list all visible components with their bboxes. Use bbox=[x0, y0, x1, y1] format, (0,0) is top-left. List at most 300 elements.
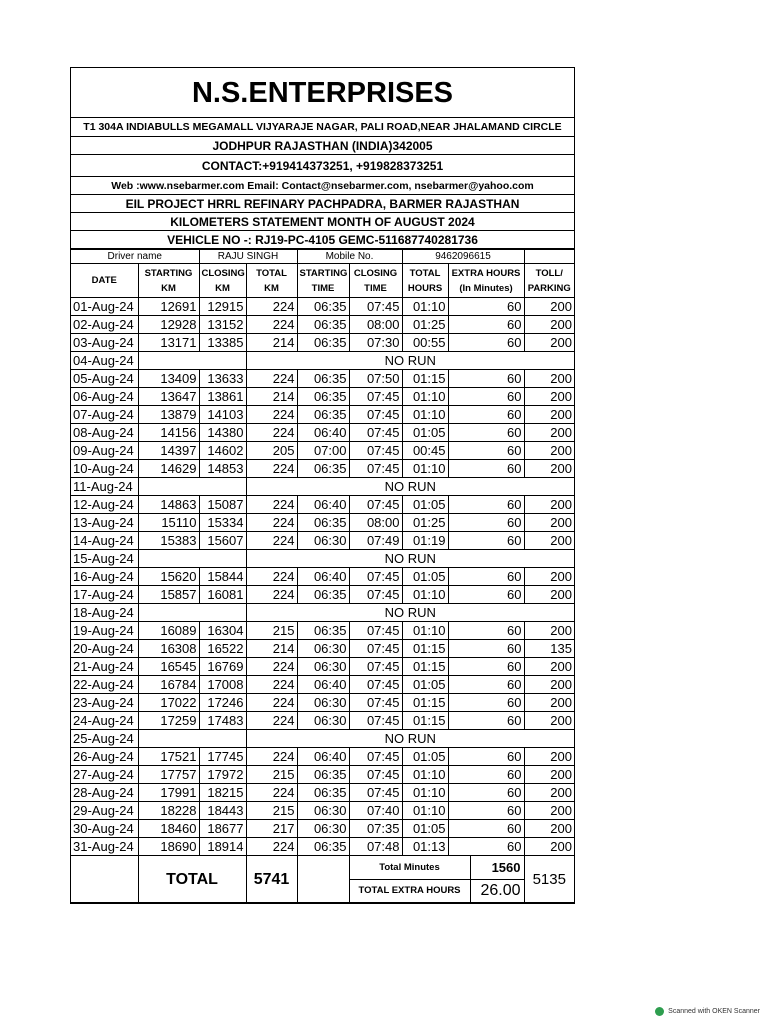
table-cell: 200 bbox=[524, 298, 574, 316]
table-cell: 60 bbox=[448, 298, 524, 316]
table-cell: 06:30 bbox=[297, 532, 349, 550]
table-cell: 17991 bbox=[138, 784, 199, 802]
table-row bbox=[71, 352, 574, 370]
total-minutes: 1560 bbox=[491, 859, 521, 875]
table-cell: 215 bbox=[246, 766, 297, 784]
company-contact: CONTACT:+919414373251, +919828373251 bbox=[71, 155, 574, 177]
table-row bbox=[71, 748, 574, 766]
table-cell: 224 bbox=[246, 586, 297, 604]
table-cell: 60 bbox=[448, 676, 524, 694]
table-cell: 214 bbox=[246, 334, 297, 352]
table-cell: 01:10 bbox=[402, 460, 448, 478]
table-row bbox=[71, 316, 574, 334]
table-cell: 224 bbox=[246, 748, 297, 766]
table-cell: 15857 bbox=[138, 586, 199, 604]
table-cell: 07:45 bbox=[349, 388, 402, 406]
driver-name: RAJU SINGH bbox=[199, 250, 297, 264]
table-cell: 06:35 bbox=[297, 514, 349, 532]
table-cell: 15334 bbox=[199, 514, 246, 532]
table-cell: 08:00 bbox=[349, 316, 402, 334]
table-cell: 15383 bbox=[138, 532, 199, 550]
table-row bbox=[71, 622, 574, 640]
table-cell: 01:10 bbox=[402, 298, 448, 316]
table-cell: 17259 bbox=[138, 712, 199, 730]
table-cell: 06:35 bbox=[297, 766, 349, 784]
table-cell: 15110 bbox=[138, 514, 199, 532]
table-cell: 14602 bbox=[199, 442, 246, 460]
table-cell: 06:35 bbox=[297, 298, 349, 316]
table-cell: 01:05 bbox=[402, 676, 448, 694]
driver-name-label: Driver name bbox=[71, 250, 199, 264]
table-cell: 08:00 bbox=[349, 514, 402, 532]
table-cell: 07:45 bbox=[349, 406, 402, 424]
table-cell: 200 bbox=[524, 370, 574, 388]
toll-total: 5135 bbox=[524, 856, 574, 903]
table-cell: 60 bbox=[448, 532, 524, 550]
table-cell: 14863 bbox=[138, 496, 199, 514]
table-cell: 07:45 bbox=[349, 766, 402, 784]
table-cell: 224 bbox=[246, 316, 297, 334]
table-cell: NO RUN bbox=[246, 604, 574, 622]
table-cell: 01:25 bbox=[402, 514, 448, 532]
table-cell: 14380 bbox=[199, 424, 246, 442]
table-cell: 200 bbox=[524, 406, 574, 424]
table-cell: 200 bbox=[524, 838, 574, 856]
table-row bbox=[71, 802, 574, 820]
table-cell: 224 bbox=[246, 712, 297, 730]
table-cell: 17972 bbox=[199, 766, 246, 784]
table-cell: 60 bbox=[448, 766, 524, 784]
table-cell: 14397 bbox=[138, 442, 199, 460]
table-cell: 200 bbox=[524, 424, 574, 442]
table-cell: 18443 bbox=[199, 802, 246, 820]
table-cell: 01:15 bbox=[402, 712, 448, 730]
table-cell: 18460 bbox=[138, 820, 199, 838]
table-cell: 15-Aug-24 bbox=[71, 550, 138, 568]
table-row bbox=[71, 838, 574, 856]
table-cell: 60 bbox=[448, 694, 524, 712]
table-cell: 16545 bbox=[138, 658, 199, 676]
table-row bbox=[71, 406, 574, 424]
table-row bbox=[71, 298, 574, 316]
table-row bbox=[71, 820, 574, 838]
table-cell: 224 bbox=[246, 424, 297, 442]
table-cell: 16769 bbox=[199, 658, 246, 676]
table-cell: 06:35 bbox=[297, 784, 349, 802]
table-cell: 200 bbox=[524, 496, 574, 514]
table-cell: 16522 bbox=[199, 640, 246, 658]
table-row bbox=[71, 604, 574, 622]
total-extra-hours: 26.00 bbox=[480, 882, 521, 900]
table-cell: 18914 bbox=[199, 838, 246, 856]
table-row bbox=[71, 370, 574, 388]
table-cell: 60 bbox=[448, 514, 524, 532]
blank-cell bbox=[71, 856, 138, 903]
table-cell: 06:35 bbox=[297, 460, 349, 478]
table-cell: 07:49 bbox=[349, 532, 402, 550]
table-cell: 01:15 bbox=[402, 658, 448, 676]
table-cell: 01:13 bbox=[402, 838, 448, 856]
statement-title: KILOMETERS STATEMENT MONTH OF AUGUST 2024 bbox=[71, 213, 574, 231]
table-cell: 11-Aug-24 bbox=[71, 478, 138, 496]
driver-info-row bbox=[71, 250, 574, 264]
table-row bbox=[71, 514, 574, 532]
table-cell: 214 bbox=[246, 388, 297, 406]
table-cell: 06:40 bbox=[297, 496, 349, 514]
table-row bbox=[71, 712, 574, 730]
table-cell: 07:45 bbox=[349, 496, 402, 514]
statement-sheet bbox=[70, 67, 575, 904]
table-cell: 06:35 bbox=[297, 586, 349, 604]
col-header: TOTAL HOURS bbox=[402, 264, 448, 298]
table-cell: 07:45 bbox=[349, 676, 402, 694]
table-row bbox=[71, 532, 574, 550]
table-row bbox=[71, 496, 574, 514]
table-cell: 07:30 bbox=[349, 334, 402, 352]
table-cell: 06:30 bbox=[297, 820, 349, 838]
table-cell: 16081 bbox=[199, 586, 246, 604]
table-cell: 15844 bbox=[199, 568, 246, 586]
table-cell: 224 bbox=[246, 676, 297, 694]
scanner-logo-icon bbox=[655, 1007, 664, 1016]
table-cell: 06:35 bbox=[297, 334, 349, 352]
table-row bbox=[71, 442, 574, 460]
table-row bbox=[71, 784, 574, 802]
table-cell: 60 bbox=[448, 370, 524, 388]
table-cell: 01:25 bbox=[402, 316, 448, 334]
table-cell: 12915 bbox=[199, 298, 246, 316]
table-cell: 214 bbox=[246, 640, 297, 658]
table-cell: 07:45 bbox=[349, 748, 402, 766]
table-cell: 200 bbox=[524, 658, 574, 676]
table-row bbox=[71, 766, 574, 784]
table-cell: 19-Aug-24 bbox=[71, 622, 138, 640]
table-cell: 06:30 bbox=[297, 712, 349, 730]
table-cell: 200 bbox=[524, 460, 574, 478]
table-cell: 01:19 bbox=[402, 532, 448, 550]
table-cell: NO RUN bbox=[246, 478, 574, 496]
table-cell: 07-Aug-24 bbox=[71, 406, 138, 424]
table-row bbox=[71, 676, 574, 694]
table-row bbox=[71, 586, 574, 604]
table-cell: 60 bbox=[448, 658, 524, 676]
table-cell: 09-Aug-24 bbox=[71, 442, 138, 460]
table-cell: 21-Aug-24 bbox=[71, 658, 138, 676]
table-cell: 06:30 bbox=[297, 694, 349, 712]
table-cell: 07:45 bbox=[349, 658, 402, 676]
table-cell: 07:45 bbox=[349, 424, 402, 442]
table-cell: 06:30 bbox=[297, 658, 349, 676]
table-cell: 200 bbox=[524, 316, 574, 334]
table-cell: 200 bbox=[524, 586, 574, 604]
table-row bbox=[71, 460, 574, 478]
table-cell: 200 bbox=[524, 622, 574, 640]
table-cell: NO RUN bbox=[246, 730, 574, 748]
table-cell: 07:48 bbox=[349, 838, 402, 856]
table-row bbox=[71, 568, 574, 586]
table-cell: 13647 bbox=[138, 388, 199, 406]
table-cell: 12-Aug-24 bbox=[71, 496, 138, 514]
table-cell: 01:10 bbox=[402, 406, 448, 424]
table-cell: 224 bbox=[246, 532, 297, 550]
mobile-number: 9462096615 bbox=[402, 250, 524, 264]
table-cell: 14-Aug-24 bbox=[71, 532, 138, 550]
total-label: TOTAL bbox=[138, 856, 246, 903]
table-cell: 60 bbox=[448, 496, 524, 514]
table-row bbox=[71, 478, 574, 496]
table-cell: 06-Aug-24 bbox=[71, 388, 138, 406]
scanner-text: Scanned with OKEN Scanner bbox=[668, 1008, 760, 1015]
extra-summary bbox=[349, 856, 524, 903]
table-cell: 07:50 bbox=[349, 370, 402, 388]
company-name: N.S.ENTERPRISES bbox=[71, 68, 574, 118]
col-header: CLOSING KM bbox=[199, 264, 246, 298]
table-cell: 60 bbox=[448, 460, 524, 478]
blank-cell bbox=[297, 856, 349, 903]
table-cell: 01:05 bbox=[402, 748, 448, 766]
table-row bbox=[71, 550, 574, 568]
table-cell: 200 bbox=[524, 388, 574, 406]
total-km: 5741 bbox=[246, 856, 297, 903]
table-cell: 01:05 bbox=[402, 424, 448, 442]
table-cell: 13879 bbox=[138, 406, 199, 424]
table-cell: 13-Aug-24 bbox=[71, 514, 138, 532]
table-cell bbox=[138, 604, 246, 622]
table-cell: 17757 bbox=[138, 766, 199, 784]
table-cell: 224 bbox=[246, 514, 297, 532]
table-cell: 224 bbox=[246, 838, 297, 856]
table-cell: 06:35 bbox=[297, 838, 349, 856]
table-cell: 200 bbox=[524, 766, 574, 784]
column-header-row bbox=[71, 264, 574, 298]
table-cell: 60 bbox=[448, 748, 524, 766]
table-cell: 17022 bbox=[138, 694, 199, 712]
table-cell: 00:45 bbox=[402, 442, 448, 460]
table-cell: 60 bbox=[448, 388, 524, 406]
table-cell: 13152 bbox=[199, 316, 246, 334]
table-cell: 224 bbox=[246, 298, 297, 316]
table-cell: 60 bbox=[448, 334, 524, 352]
table-cell: 29-Aug-24 bbox=[71, 802, 138, 820]
table-cell: 224 bbox=[246, 370, 297, 388]
table-cell: NO RUN bbox=[246, 550, 574, 568]
table-cell: 12691 bbox=[138, 298, 199, 316]
table-cell: 60 bbox=[448, 820, 524, 838]
table-cell: 215 bbox=[246, 622, 297, 640]
table-cell: 06:40 bbox=[297, 568, 349, 586]
table-cell: 06:40 bbox=[297, 424, 349, 442]
table-cell: 14629 bbox=[138, 460, 199, 478]
table-cell: 200 bbox=[524, 568, 574, 586]
table-cell: 06:35 bbox=[297, 316, 349, 334]
table-cell: 30-Aug-24 bbox=[71, 820, 138, 838]
table-cell: 01:10 bbox=[402, 586, 448, 604]
table-cell: NO RUN bbox=[246, 352, 574, 370]
table-row bbox=[71, 658, 574, 676]
company-web-email: Web :www.nsebarmer.com Email: Contact@nsebarmer.com, nsebarmer@yahoo.com bbox=[71, 177, 574, 195]
table-cell: 28-Aug-24 bbox=[71, 784, 138, 802]
table-cell: 18690 bbox=[138, 838, 199, 856]
table-cell: 224 bbox=[246, 694, 297, 712]
scanner-watermark bbox=[655, 1007, 760, 1016]
table-cell: 60 bbox=[448, 406, 524, 424]
company-address: T1 304A INDIABULLS MEGAMALL VIJYARAJE NAGAR, PALI ROAD,NEAR JHALAMAND CIRCLE bbox=[71, 118, 574, 137]
table-cell: 07:45 bbox=[349, 712, 402, 730]
table-cell: 60 bbox=[448, 838, 524, 856]
table-cell: 06:35 bbox=[297, 622, 349, 640]
table-cell: 23-Aug-24 bbox=[71, 694, 138, 712]
total-minutes-label: Total Minutes bbox=[350, 856, 471, 879]
table-cell: 13861 bbox=[199, 388, 246, 406]
table-cell: 17521 bbox=[138, 748, 199, 766]
table-cell: 224 bbox=[246, 406, 297, 424]
table-row bbox=[71, 334, 574, 352]
table-cell: 13171 bbox=[138, 334, 199, 352]
table-cell: 04-Aug-24 bbox=[71, 352, 138, 370]
table-cell: 135 bbox=[524, 640, 574, 658]
table-cell: 02-Aug-24 bbox=[71, 316, 138, 334]
table-cell: 14853 bbox=[199, 460, 246, 478]
table-cell: 12928 bbox=[138, 316, 199, 334]
table-cell: 07:45 bbox=[349, 694, 402, 712]
table-cell: 01:15 bbox=[402, 694, 448, 712]
table-cell: 60 bbox=[448, 712, 524, 730]
table-cell: 13385 bbox=[199, 334, 246, 352]
table-cell: 224 bbox=[246, 460, 297, 478]
table-cell: 60 bbox=[448, 586, 524, 604]
table-cell: 17008 bbox=[199, 676, 246, 694]
table-cell: 01:05 bbox=[402, 820, 448, 838]
table-cell: 07:45 bbox=[349, 568, 402, 586]
table-cell: 26-Aug-24 bbox=[71, 748, 138, 766]
table-cell: 60 bbox=[448, 622, 524, 640]
table-cell: 13633 bbox=[199, 370, 246, 388]
project-title: EIL PROJECT HRRL REFINARY PACHPADRA, BARMER RAJASTHAN bbox=[71, 195, 574, 213]
mobile-label: Mobile No. bbox=[297, 250, 402, 264]
table-cell: 13409 bbox=[138, 370, 199, 388]
table-cell: 15620 bbox=[138, 568, 199, 586]
table-cell: 217 bbox=[246, 820, 297, 838]
table-cell: 200 bbox=[524, 712, 574, 730]
table-cell: 224 bbox=[246, 658, 297, 676]
table-cell bbox=[138, 550, 246, 568]
table-cell: 01:10 bbox=[402, 802, 448, 820]
table-cell: 07:45 bbox=[349, 586, 402, 604]
table-cell: 24-Aug-24 bbox=[71, 712, 138, 730]
table-cell: 22-Aug-24 bbox=[71, 676, 138, 694]
table-cell: 18228 bbox=[138, 802, 199, 820]
table-cell: 25-Aug-24 bbox=[71, 730, 138, 748]
table-cell: 00:55 bbox=[402, 334, 448, 352]
col-header: TOTAL KM bbox=[246, 264, 297, 298]
table-cell: 60 bbox=[448, 784, 524, 802]
table-cell: 17483 bbox=[199, 712, 246, 730]
table-cell: 01:05 bbox=[402, 568, 448, 586]
table-cell: 06:35 bbox=[297, 388, 349, 406]
table-cell: 07:40 bbox=[349, 802, 402, 820]
table-cell: 06:30 bbox=[297, 802, 349, 820]
table-cell: 200 bbox=[524, 694, 574, 712]
table-cell: 60 bbox=[448, 640, 524, 658]
table-cell: 27-Aug-24 bbox=[71, 766, 138, 784]
table-cell: 10-Aug-24 bbox=[71, 460, 138, 478]
col-header: EXTRA HOURS (In Minutes) bbox=[448, 264, 524, 298]
table-cell: 01:10 bbox=[402, 622, 448, 640]
table-row bbox=[71, 694, 574, 712]
col-header: TOLL/ PARKING bbox=[524, 264, 574, 298]
table-cell: 17-Aug-24 bbox=[71, 586, 138, 604]
table-cell: 16784 bbox=[138, 676, 199, 694]
table-cell: 16304 bbox=[199, 622, 246, 640]
table-cell: 07:45 bbox=[349, 298, 402, 316]
col-header: CLOSING TIME bbox=[349, 264, 402, 298]
table-cell: 01:10 bbox=[402, 766, 448, 784]
table-cell: 16-Aug-24 bbox=[71, 568, 138, 586]
company-city: JODHPUR RAJASTHAN (INDIA)342005 bbox=[71, 137, 574, 155]
col-header: STARTING KM bbox=[138, 264, 199, 298]
totals-row bbox=[71, 856, 574, 903]
table-cell: 215 bbox=[246, 802, 297, 820]
vehicle-number: VEHICLE NO -: RJ19-PC-4105 GEMC-511687740281736 bbox=[71, 231, 574, 249]
table-cell: 60 bbox=[448, 424, 524, 442]
table-cell: 20-Aug-24 bbox=[71, 640, 138, 658]
table-row bbox=[71, 388, 574, 406]
table-cell: 31-Aug-24 bbox=[71, 838, 138, 856]
table-cell: 200 bbox=[524, 676, 574, 694]
table-cell: 17745 bbox=[199, 748, 246, 766]
table-cell bbox=[138, 730, 246, 748]
table-cell: 05-Aug-24 bbox=[71, 370, 138, 388]
table-cell: 224 bbox=[246, 496, 297, 514]
table-cell: 60 bbox=[448, 802, 524, 820]
table-cell: 01:10 bbox=[402, 784, 448, 802]
col-header: STARTING TIME bbox=[297, 264, 349, 298]
table-cell: 18-Aug-24 bbox=[71, 604, 138, 622]
table-cell: 224 bbox=[246, 568, 297, 586]
table-cell bbox=[138, 478, 246, 496]
table-cell: 200 bbox=[524, 748, 574, 766]
table-cell: 01-Aug-24 bbox=[71, 298, 138, 316]
table-cell: 200 bbox=[524, 820, 574, 838]
table-cell: 14103 bbox=[199, 406, 246, 424]
table-row bbox=[71, 730, 574, 748]
table-cell: 01:10 bbox=[402, 388, 448, 406]
table-cell: 15607 bbox=[199, 532, 246, 550]
table-cell: 60 bbox=[448, 442, 524, 460]
table-cell: 18677 bbox=[199, 820, 246, 838]
table-cell: 224 bbox=[246, 784, 297, 802]
table-cell: 16089 bbox=[138, 622, 199, 640]
table-cell: 01:15 bbox=[402, 370, 448, 388]
table-cell: 01:15 bbox=[402, 640, 448, 658]
table-cell: 205 bbox=[246, 442, 297, 460]
table-cell: 06:35 bbox=[297, 406, 349, 424]
table-cell: 07:35 bbox=[349, 820, 402, 838]
table-cell: 15087 bbox=[199, 496, 246, 514]
table-cell: 200 bbox=[524, 514, 574, 532]
table-cell: 07:45 bbox=[349, 784, 402, 802]
table-cell: 17246 bbox=[199, 694, 246, 712]
table-cell: 200 bbox=[524, 442, 574, 460]
table-cell: 08-Aug-24 bbox=[71, 424, 138, 442]
table-cell bbox=[138, 352, 246, 370]
col-header: DATE bbox=[71, 264, 138, 298]
table-cell: 06:40 bbox=[297, 676, 349, 694]
table-row bbox=[71, 424, 574, 442]
table-cell: 03-Aug-24 bbox=[71, 334, 138, 352]
table-cell: 16308 bbox=[138, 640, 199, 658]
table-cell: 07:00 bbox=[297, 442, 349, 460]
